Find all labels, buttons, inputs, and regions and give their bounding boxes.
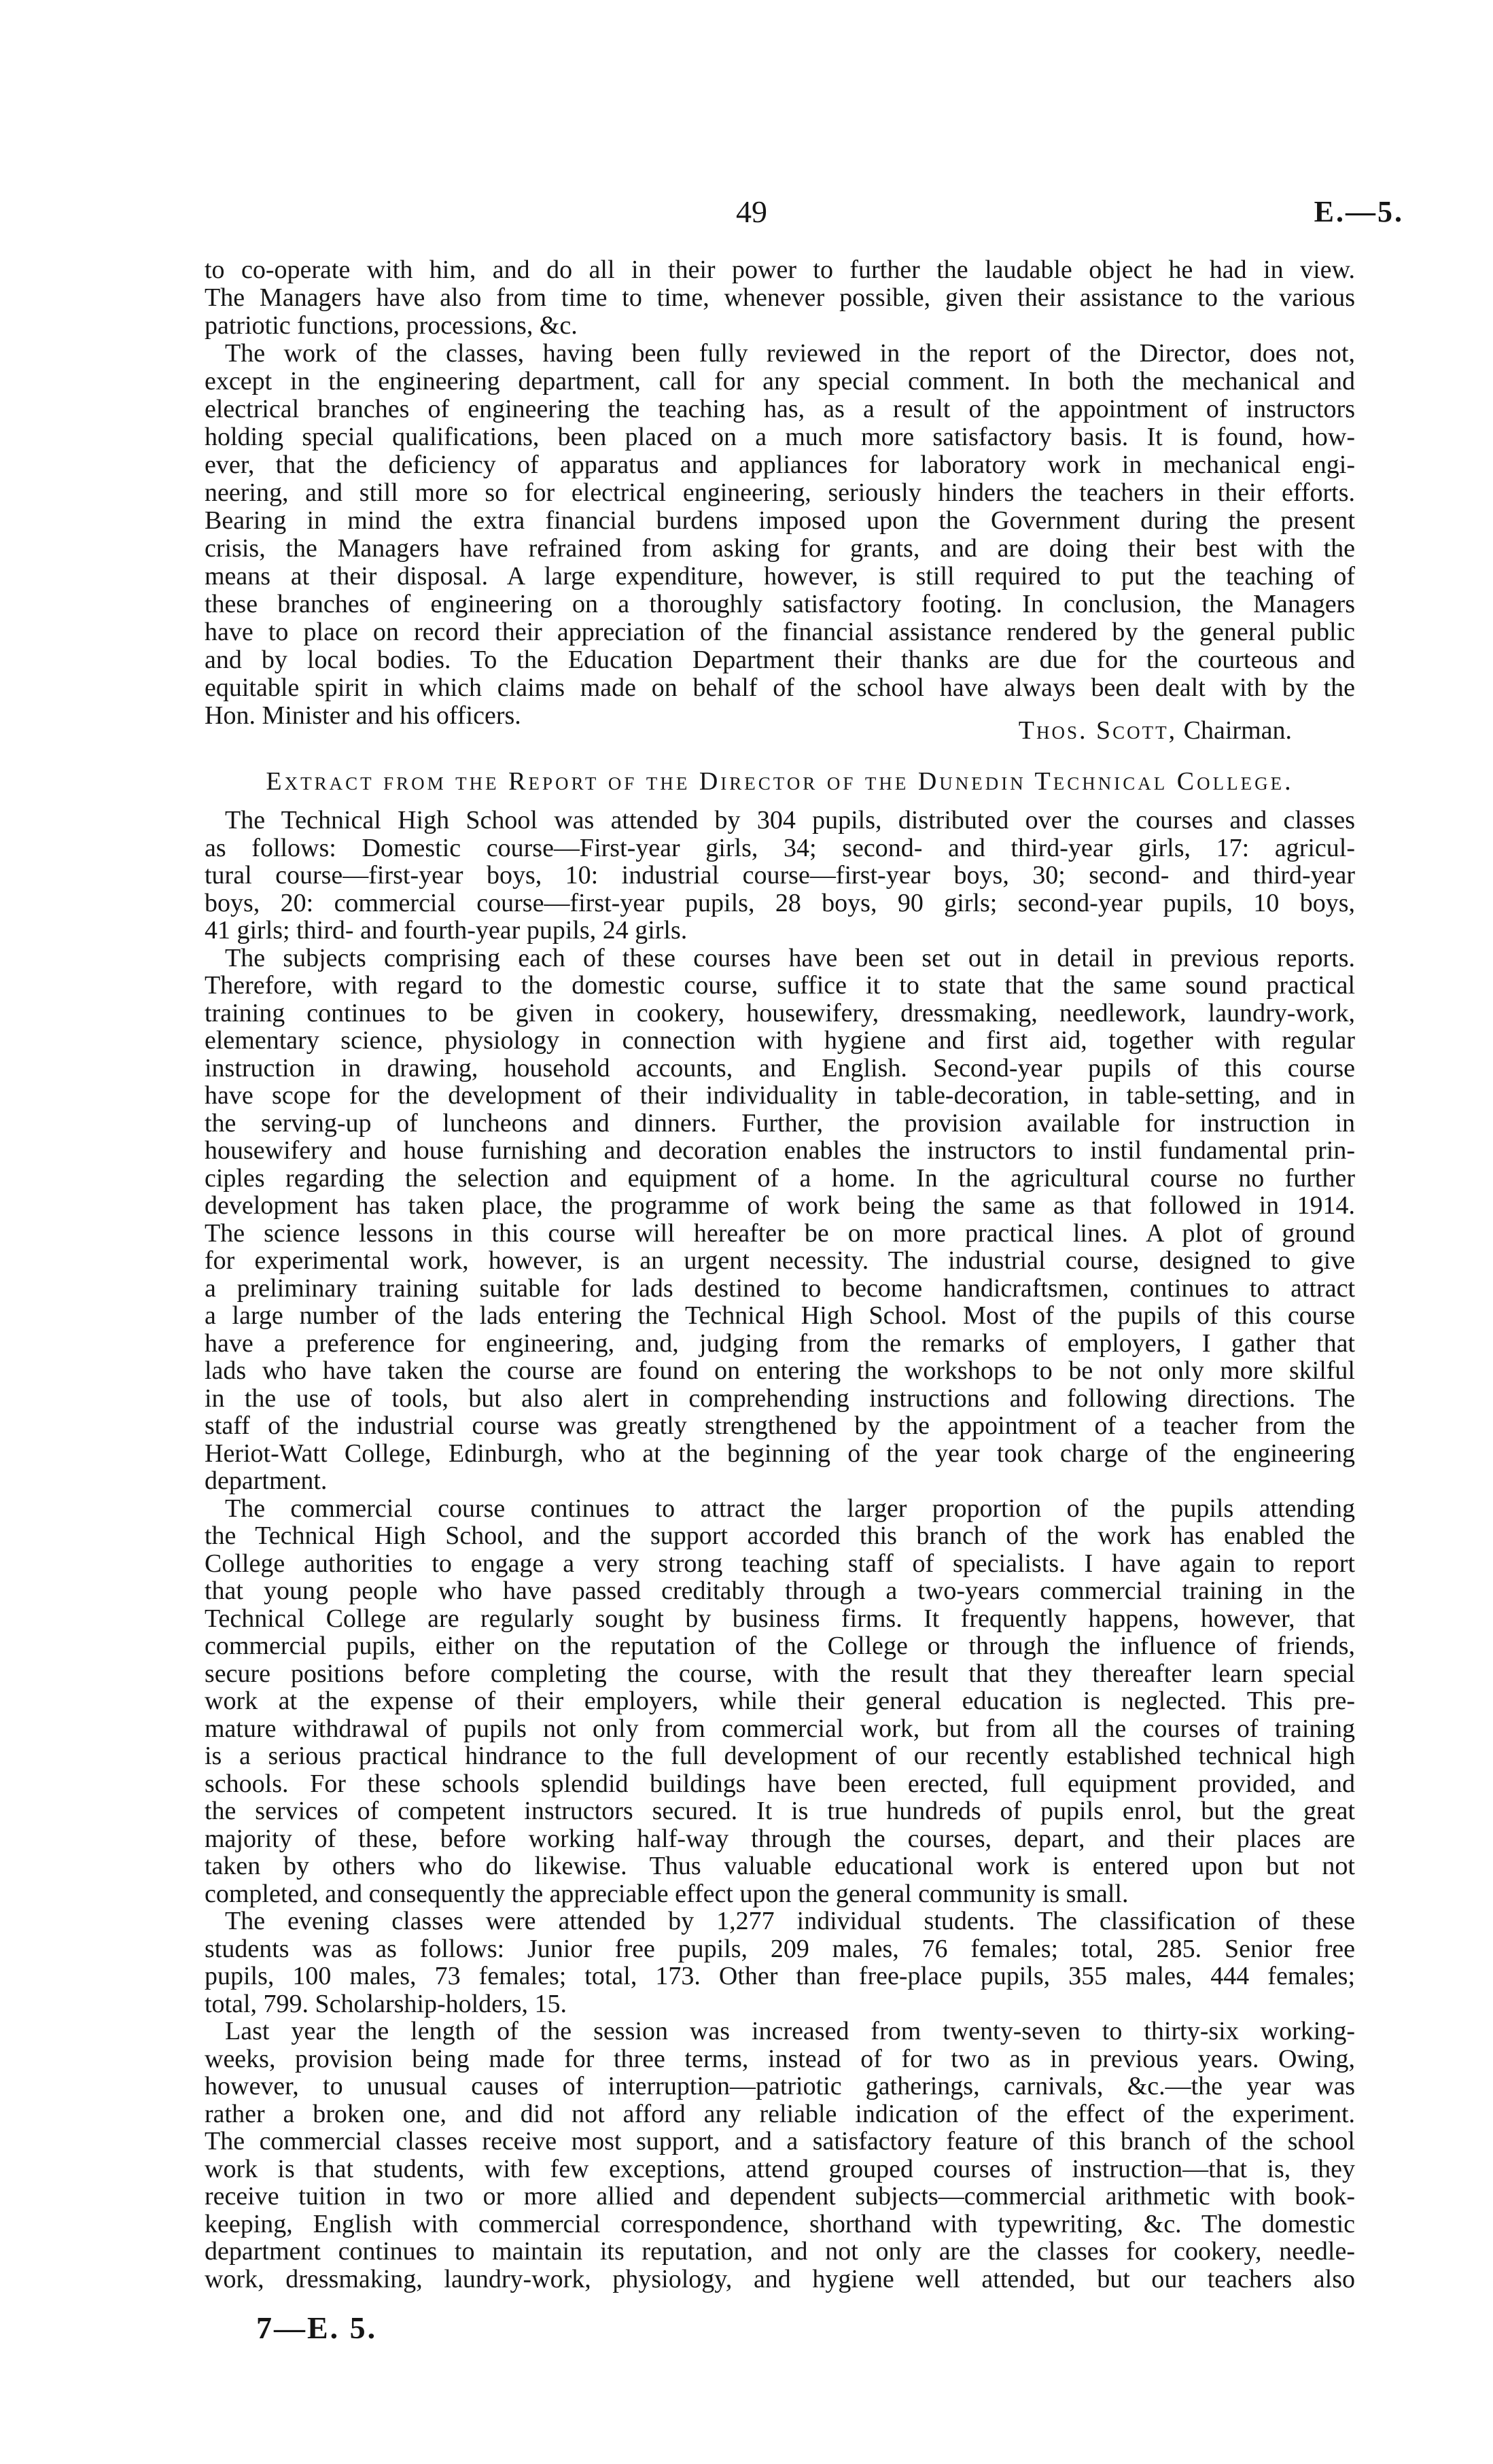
text-line: weeks, provision being made for three terms, instead of for two as in previous years. Owing, — [205, 2044, 1355, 2073]
paragraph-course-subjects — [205, 945, 1355, 1495]
text-line: 41 girls; third- and fourth-year pupils, 24 girls. — [205, 916, 688, 945]
text-line: pupils, 100 males, 73 females; total, 173. Other than free-place pupils, 355 males, 444 females; — [205, 1962, 1355, 1990]
text-line: work is that students, with few exceptions, attend grouped courses of instruction—that is, they — [205, 2154, 1355, 2183]
text-line: in the use of tools, but also alert in comprehending instructions and following directions. The — [205, 1384, 1355, 1413]
chairman-signature — [1019, 717, 1292, 745]
text-line: keeping, English with commercial correspondence, shorthand with typewriting, &c. The domestic — [205, 2209, 1355, 2238]
text-line: have to place on record their appreciation of the financial assistance rendered by the general public — [205, 618, 1355, 646]
text-line: ciples regarding the selection and equipment of a home. In the agricultural course no further — [205, 1163, 1355, 1193]
text-line: The science lessons in this course will hereafter be on more practical lines. A plot of ground — [205, 1218, 1355, 1248]
document-code: E.—5. — [1314, 195, 1404, 228]
paragraph-commercial-course — [205, 1495, 1355, 1908]
text-line: Heriot-Watt College, Edinburgh, who at the beginning of the year took charge of the engineering — [205, 1439, 1355, 1468]
paragraph-engineering-classes — [205, 340, 1355, 730]
text-line: department continues to maintain its reputation, and not only are the classes for cookery, needle- — [205, 2237, 1355, 2266]
director-report-extract — [205, 807, 1355, 2293]
text-line: College authorities to engage a very strong teaching staff of specialists. I have again to report — [205, 1549, 1355, 1578]
paragraph-managers-assistance — [205, 256, 1355, 340]
text-line: The work of the classes, having been fully reviewed in the report of the Director, does not, — [225, 339, 1355, 368]
text-line: training continues to be given in cookery, housewifery, dressmaking, needlework, laundry-work, — [205, 998, 1355, 1027]
text-line: commercial pupils, either on the reputation of the College or through the influence of friends, — [205, 1632, 1355, 1660]
signature-title: Chairman. — [1183, 716, 1292, 745]
text-line: work, dressmaking, laundry-work, physiology, and hygiene well attended, but our teachers also — [205, 2264, 1355, 2293]
text-line: equitable spirit in which claims made on behalf of the school have always been dealt with by the — [205, 673, 1355, 702]
signature-name: Thos. Scott, — [1018, 716, 1178, 745]
text-line: means at their disposal. A large expenditure, however, is still required to put the teaching of — [205, 562, 1355, 591]
text-line: Last year the length of the session was increased from twenty-seven to thirty-six working- — [225, 2017, 1355, 2045]
text-line: have a preference for engineering, and, judging from the remarks of employers, I gather that — [205, 1328, 1355, 1358]
text-line: students was as follows: Junior free pupils, 209 males, 76 females; total, 285. Senior free — [205, 1934, 1355, 1963]
text-line: a preliminary training suitable for lads destined to become handicraftsmen, continues to attract — [205, 1273, 1355, 1303]
text-line: instruction in drawing, household accounts, and English. Second-year pupils of this course — [205, 1053, 1355, 1083]
text-line: is a serious practical hindrance to the full development of our recently established technical high — [205, 1742, 1355, 1770]
text-line: the services of competent instructors secured. It is true hundreds of pupils enrol, but the great — [205, 1797, 1355, 1825]
section-heading: Extract from the Report of the Director of the Dunedin Technical College. — [266, 767, 1294, 796]
text-line: boys, 20: commercial course—first-year pupils, 28 boys, 90 girls; second-year pupils, 10 boys, — [205, 888, 1355, 917]
text-line: The Technical High School was attended by 304 pupils, distributed over the courses and classes — [225, 806, 1355, 834]
text-line: receive tuition in two or more allied and dependent subjects—commercial arithmetic with book- — [205, 2182, 1355, 2211]
text-line: secure positions before completing the course, with the result that they thereafter learn special — [205, 1659, 1355, 1688]
text-line: holding special qualifications, been placed on a much more satisfactory basis. It is found, how- — [205, 423, 1355, 451]
text-line: Therefore, with regard to the domestic course, suffice it to state that the same sound practical — [205, 971, 1355, 1000]
managers-report-conclusion — [205, 256, 1355, 745]
signature-mark: 7—E. 5. — [256, 2310, 378, 2345]
text-line: Bearing in mind the extra financial burdens imposed upon the Government during the present — [205, 506, 1355, 535]
text-line: development has taken place, the programme of work being the same as that followed in 1914. — [205, 1191, 1355, 1220]
paragraph-evening-classes — [205, 1907, 1355, 2018]
text-line: The commercial classes receive most support, and a satisfactory feature of this branch of the school — [205, 2127, 1355, 2155]
text-line: these branches of engineering on a thoroughly satisfactory footing. In conclusion, the Managers — [205, 590, 1355, 618]
text-line: and by local bodies. To the Education Department their thanks are due for the courteous and — [205, 646, 1355, 674]
text-line: crisis, the Managers have refrained from asking for grants, and are doing their best with the — [205, 534, 1355, 563]
text-line: patriotic functions, processions, &c. — [205, 311, 578, 340]
text-line: ever, that the deficiency of apparatus and appliances for laboratory work in mechanical engi- — [205, 451, 1355, 479]
text-line: have scope for the development of their individuality in table-decoration, in table-setting, and in — [205, 1081, 1355, 1110]
text-line: elementary science, physiology in connection with hygiene and first aid, together with regular — [205, 1026, 1355, 1055]
text-line: lads who have taken the course are found on entering the workshops to be not only more skilful — [205, 1356, 1355, 1385]
text-line: as follows: Domestic course—First-year girls, 34; second- and third-year girls, 17: agricul- — [205, 833, 1355, 862]
text-line: the serving-up of luncheons and dinners. Further, the provision available for instruction in — [205, 1108, 1355, 1138]
text-line: however, to unusual causes of interruption—patriotic gatherings, carnivals, &c.—the year was — [205, 2072, 1355, 2100]
text-line: taken by others who do likewise. Thus valuable educational work is entered upon but not — [205, 1852, 1355, 1880]
text-line: the Technical High School, and the support accorded this branch of the work has enabled the — [205, 1521, 1355, 1550]
text-line: neering, and still more so for electrical engineering, seriously hinders the teachers in their efforts. — [205, 478, 1355, 507]
text-line: completed, and consequently the appreciable effect upon the general community is small. — [205, 1879, 1129, 1908]
paragraph-enrolment — [205, 807, 1355, 945]
text-line: The Managers have also from time to time, whenever possible, given their assistance to the various — [205, 283, 1355, 312]
text-line: majority of these, before working half-way through the courses, depart, and their places are — [205, 1824, 1355, 1853]
text-line: rather a broken one, and did not afford any reliable indication of the effect of the experiment. — [205, 2099, 1355, 2128]
text-line: that young people who have passed creditably through a two-years commercial training in the — [205, 1577, 1355, 1605]
text-line: to co-operate with him, and do all in their power to further the laudable object he had in view. — [205, 256, 1355, 284]
text-line: The subjects comprising each of these courses have been set out in detail in previous reports. — [225, 943, 1355, 972]
text-line: The evening classes were attended by 1,277 individual students. The classification of these — [225, 1907, 1355, 1935]
text-line: total, 799. Scholarship-holders, 15. — [205, 1989, 567, 2018]
text-line: department. — [205, 1466, 328, 1495]
text-line: tural course—first-year boys, 10: industrial course—first-year boys, 30; second- and third-year — [205, 861, 1355, 890]
text-line: housewifery and house furnishing and decoration enables the instructors to instil fundamental prin- — [205, 1136, 1355, 1165]
text-line: mature withdrawal of pupils not only from commercial work, but from all the courses of training — [205, 1714, 1355, 1743]
text-line: work at the expense of their employers, while their general education is neglected. This pre- — [205, 1687, 1355, 1715]
text-line: Hon. Minister and his officers. — [205, 701, 521, 730]
text-line: electrical branches of engineering the teaching has, as a result of the appointment of instructors — [205, 395, 1355, 423]
page-number: 49 — [736, 194, 767, 229]
text-line: staff of the industrial course was greatly strengthened by the appointment of a teacher from the — [205, 1411, 1355, 1440]
text-line: a large number of the lads entering the Technical High School. Most of the pupils of this course — [205, 1301, 1355, 1330]
text-line: for experimental work, however, is an urgent necessity. The industrial course, designed to give — [205, 1246, 1355, 1275]
text-line: The commercial course continues to attract the larger proportion of the pupils attending — [225, 1494, 1355, 1523]
paragraph-session-length — [205, 2018, 1355, 2293]
text-line: except in the engineering department, call for any special comment. In both the mechanical and — [205, 367, 1355, 395]
text-line: Technical College are regularly sought by business firms. It frequently happens, however, that — [205, 1604, 1355, 1633]
text-line: schools. For these schools splendid buildings have been erected, full equipment provided, and — [205, 1769, 1355, 1798]
